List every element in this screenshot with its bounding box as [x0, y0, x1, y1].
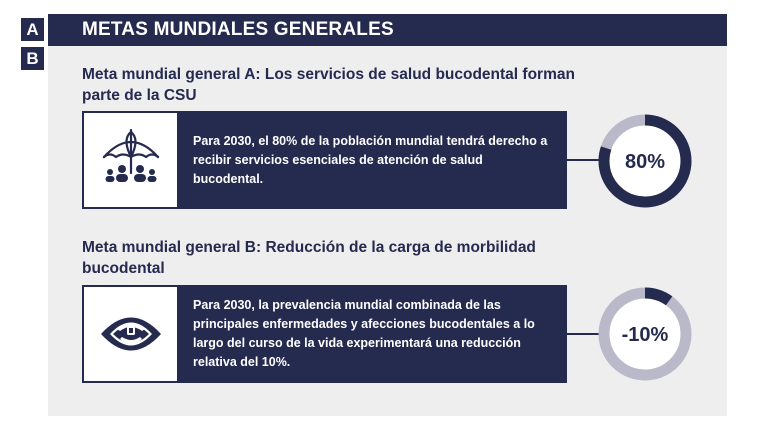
umbrella-people-icon — [96, 125, 166, 195]
goal-b-value: -10% — [621, 324, 669, 346]
goal-a-value: 80% — [624, 151, 666, 173]
tab-b[interactable]: B — [21, 47, 44, 70]
goal-b-donut-chart — [597, 286, 693, 382]
goal-a-description: Para 2030, el 80% de la población mundial tendrá derecho a recibir servicios esenciales de atención de salud bucodental. — [193, 133, 548, 186]
section-title: METAS MUNDIALES GENERALES — [82, 19, 394, 40]
tab-a[interactable]: A — [21, 18, 44, 41]
goal-b-connector — [567, 333, 601, 335]
section-header — [48, 14, 727, 46]
goal-a-description-box — [179, 111, 567, 209]
goal-a-title: Meta mundial general A: Los servicios de salud bucodental forman parte de la CSU — [82, 66, 575, 104]
goal-b-icon-box — [82, 285, 179, 383]
goal-b-description-box — [179, 285, 567, 383]
goal-b-description: Para 2030, la prevalencia mundial combinada de las principales enfermedades y afecciones bucodentales a lo largo del curso de la vida experimentará una reducción relativa del 10%. — [193, 298, 535, 369]
goal-b-title: Meta mundial general B: Reducción de la carga de morbilidad bucodental — [82, 239, 536, 277]
open-mouth-icon — [96, 299, 166, 369]
goal-a-donut-chart — [597, 113, 693, 209]
goal-a-icon-box — [82, 111, 179, 209]
goal-a-connector — [567, 159, 601, 161]
